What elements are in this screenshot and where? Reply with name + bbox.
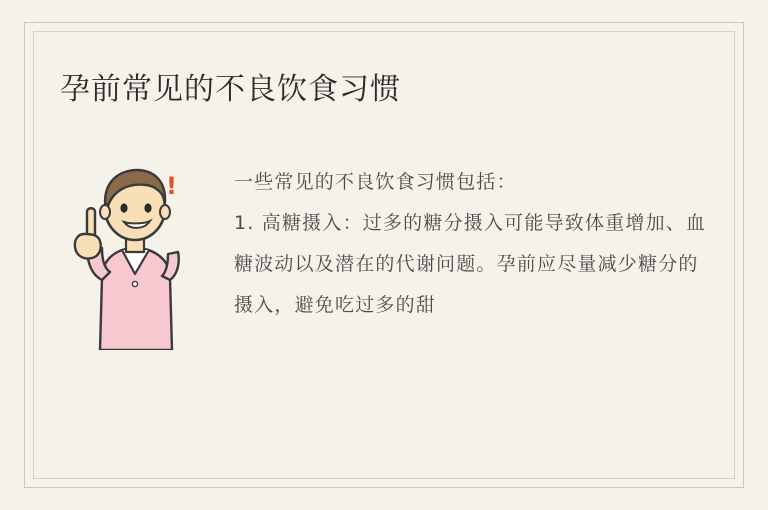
paragraph-item-1: 1. 高糖摄入：过多的糖分摄入可能导致体重增加、血糖波动以及潜在的代谢问题。孕前应尽量减少糖分的摄入，避免吃过多的甜 <box>234 212 707 316</box>
exclamation-mark: ! <box>166 172 177 200</box>
page-title: 孕前常见的不良饮食习惯 <box>60 72 401 107</box>
paragraph-intro: 一些常见的不良饮食习惯包括： <box>234 171 517 193</box>
cartoon-person-pointing-up-icon <box>60 150 210 350</box>
content-row <box>60 150 708 350</box>
body-text <box>234 150 708 326</box>
